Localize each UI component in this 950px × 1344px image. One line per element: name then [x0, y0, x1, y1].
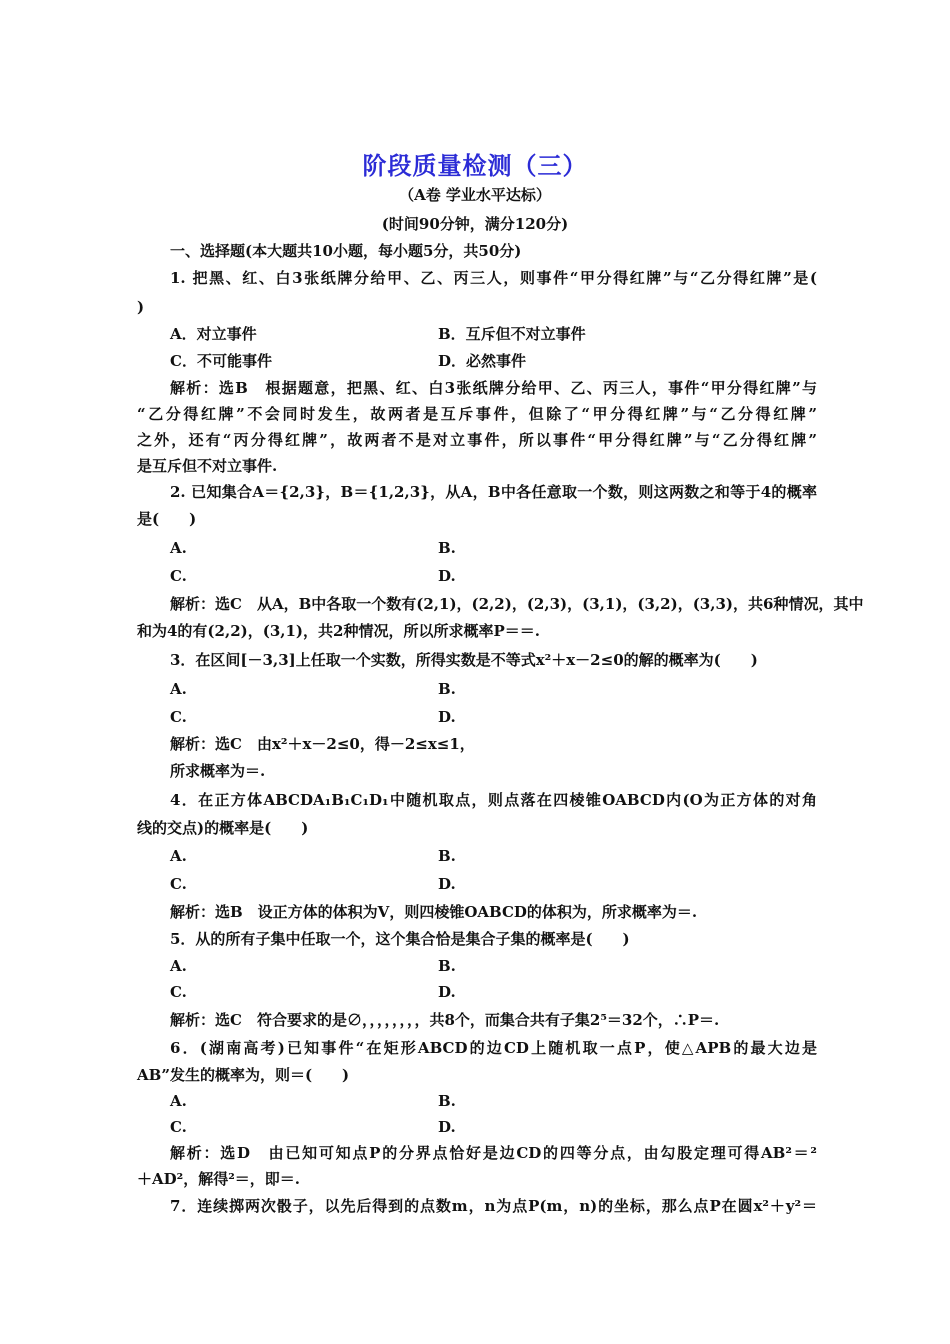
q5-stem: 5．从的所有子集中任取一个，这个集合恰是集合子集的概率是( ): [170, 930, 630, 948]
q2-stem-cont: 是( ): [137, 510, 197, 528]
q4-option-c: C.: [170, 875, 187, 893]
q4-option-d: D.: [438, 875, 456, 893]
q3-option-b: B.: [438, 680, 456, 698]
q3-option-c: C.: [170, 708, 187, 726]
q2-option-c: C.: [170, 567, 187, 585]
q6-option-b: B.: [438, 1092, 456, 1110]
q2-option-b: B.: [438, 539, 456, 557]
q1-option-a: A．对立事件: [170, 325, 257, 343]
q4-answer-line: 解析：选B 设正方体的体积为V，则四棱锥OABCD的体积为，所求概率为＝.: [170, 903, 698, 921]
q3-option-a: A.: [170, 680, 187, 698]
q1-answer-line: 解析：选B 根据题意，把黑、红、白3张纸牌分给甲、乙、丙三人，事件“甲分得红牌”与: [170, 379, 817, 397]
q6-stem: 6．(湖南高考)已知事件“在矩形ABCD的边CD上随机取一点P，使△APB的最大边是: [170, 1039, 817, 1057]
q2-stem: 2. 已知集合A＝{2,3}，B＝{1,2,3}，从A，B中各任意取一个数，则这两数之和等于4的概率: [170, 483, 817, 501]
q5-answer-line: 解析：选C 符合要求的是∅，，，，，，，，共8个，而集合共有子集2⁵＝32个，∴P＝.: [170, 1011, 720, 1029]
q1-stem-cont: ): [137, 298, 145, 316]
q6-answer-line: ＋AD²，解得²＝，即＝.: [137, 1170, 301, 1188]
q1-answer-line: “乙分得红牌”不会同时发生，故两者是互斥事件，但除了“甲分得红牌”与“乙分得红牌”: [137, 405, 817, 423]
subtitle: （A卷 学业水平达标）: [399, 186, 551, 204]
q2-answer-line: 解析：选C 从A，B中各取一个数有(2,1)，(2,2)，(2,3)，(3,1)，(3,2)，(3,3)，共6种情况，其中: [170, 595, 864, 613]
q4-stem-cont: 线的交点)的概率是( ): [137, 819, 309, 837]
q6-option-a: A.: [170, 1092, 187, 1110]
q6-option-c: C.: [170, 1118, 187, 1136]
q1-answer-line: 是互斥但不对立事件.: [137, 457, 278, 475]
q6-stem-cont: AB”发生的概率为，则＝( ): [137, 1066, 350, 1084]
q5-option-a: A.: [170, 957, 187, 975]
q6-option-d: D.: [438, 1118, 456, 1136]
q2-option-a: A.: [170, 539, 187, 557]
q4-option-a: A.: [170, 847, 187, 865]
q4-option-b: B.: [438, 847, 456, 865]
q1-option-c: C．不可能事件: [170, 352, 272, 370]
q3-answer-line: 解析：选C 由x²＋x－2≤0，得－2≤x≤1，: [170, 735, 475, 753]
q1-option-b: B．互斥但不对立事件: [438, 325, 586, 343]
q5-option-b: B.: [438, 957, 456, 975]
q4-stem: 4．在正方体ABCDA₁B₁C₁D₁中随机取点，则点落在四棱锥OABCD内(O为正方体的对角: [170, 791, 817, 809]
q2-option-d: D.: [438, 567, 456, 585]
q5-option-d: D.: [438, 983, 456, 1001]
time-info: (时间90分钟，满分120分): [381, 215, 569, 233]
q5-option-c: C.: [170, 983, 187, 1001]
q3-answer-line: 所求概率为＝.: [170, 762, 266, 780]
q7-stem: 7．连续掷两次骰子，以先后得到的点数m，n为点P(m，n)的坐标，那么点P在圆x²＋y²＝: [170, 1197, 817, 1215]
q1-option-d: D．必然事件: [438, 352, 527, 370]
q6-answer-line: 解析：选D 由已知可知点P的分界点恰好是边CD的四等分点，由勾股定理可得AB²＝²: [170, 1144, 817, 1162]
page-title: 阶段质量检测（三）: [362, 151, 588, 180]
q1-answer-line: 之外，还有“丙分得红牌”，故两者不是对立事件，所以事件“甲分得红牌”与“乙分得红牌”: [137, 431, 817, 449]
q2-answer-line: 和为4的有(2,2)，(3,1)，共2种情况，所以所求概率P＝＝.: [137, 622, 540, 640]
q3-stem: 3．在区间[－3,3]上任取一个实数，所得实数是不等式x²＋x－2≤0的解的概率为( ): [170, 651, 758, 669]
section-heading: 一、选择题(本大题共10小题，每小题5分，共50分): [170, 242, 522, 260]
q1-stem: 1. 把黑、红、白3张纸牌分给甲、乙、丙三人，则事件“甲分得红牌”与“乙分得红牌”是(: [170, 269, 817, 287]
q3-option-d: D.: [438, 708, 456, 726]
